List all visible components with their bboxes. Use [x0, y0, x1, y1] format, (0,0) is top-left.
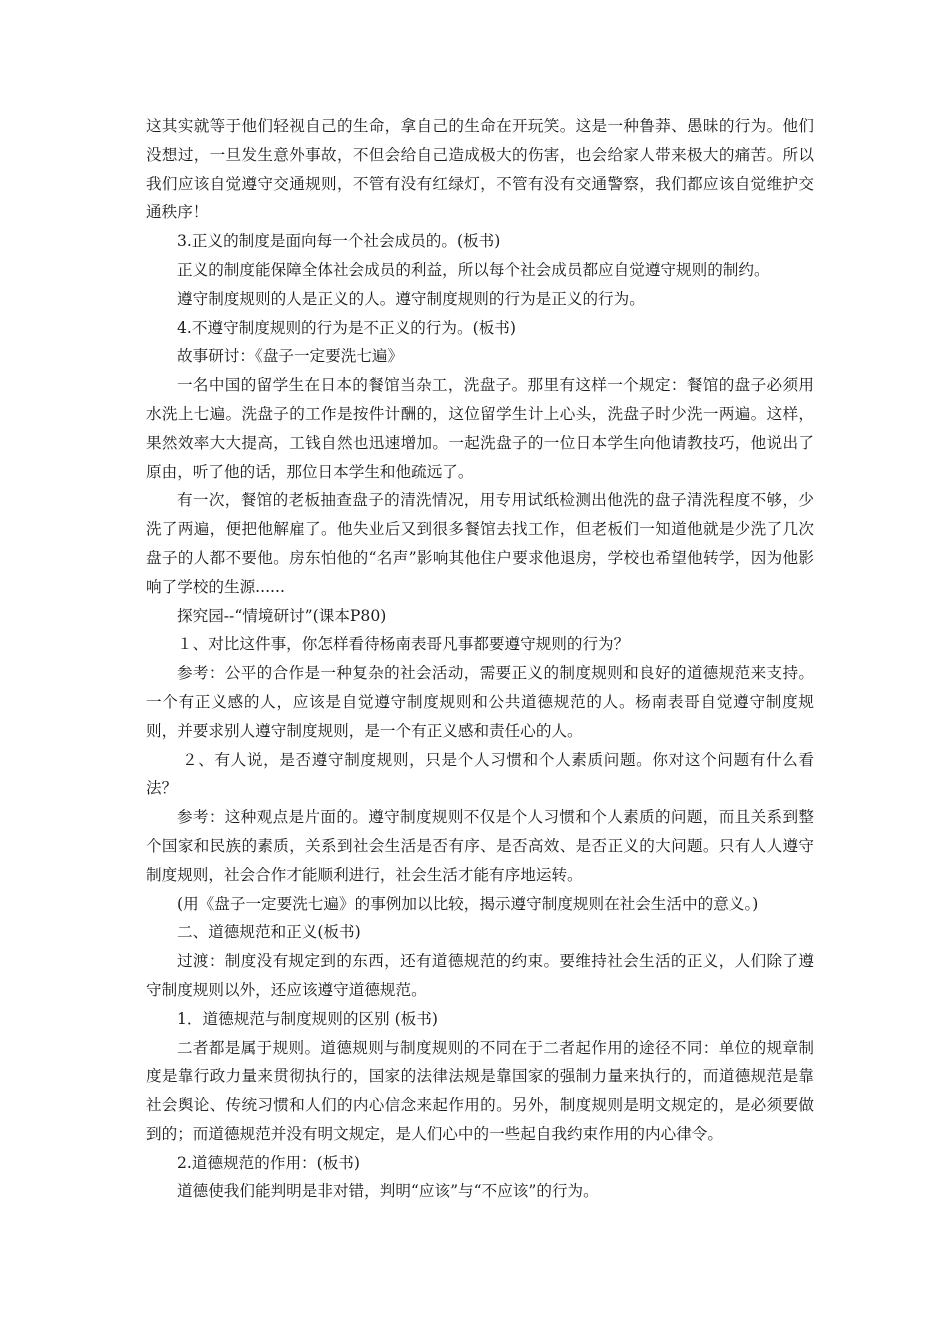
function-paragraph: 道德使我们能判明是非对错，判明“应该”与“不应该”的行为。	[177, 1182, 599, 1201]
paragraph-just-system: 正义的制度能保障全体社会成员的利益，所以每个社会成员都应自觉遵守规则的制约。	[177, 260, 770, 279]
exploration-heading: 探究园--“情境研讨”(课本P80)	[177, 606, 387, 625]
document-page	[146, 112, 814, 1206]
difference-paragraph: 二者都是属于规则。道德规则与制度规则的不同在于二者起作用的途径不同：单位的规章制度是靠行政力量来贯彻执行的，国家的法律法规是靠国家的强制力量来执行的，而道德规范是靠社会舆论、传统习惯和人们的内心信念来起作用的。另外，制度规则是明文规定的，是必须要做到的；而道德规范并没有明文规定，是人们心中的一些起自我约束作用的内心律令。	[146, 1038, 814, 1143]
story-paragraph-1: 一名中国的留学生在日本的餐馆当杂工，洗盘子。那里有这样一个规定：餐馆的盘子必须用水洗上七遍。洗盘子的工作是按件计酬的，这位留学生计上心头，洗盘子时少洗一两遍。这样，果然效率大大提高，工钱自然也迅速增加。一起洗盘子的一位日本学生向他请教技巧，他说出了原由，听了他的话，那位日本学生和他疏远了。	[146, 376, 814, 481]
paragraph-traffic-rules: 这其实就等于他们轻视自己的生命，拿自己的生命在开玩笑。这是一种鲁莽、愚昧的行为。他们没想过，一旦发生意外事故，不但会给自己造成极大的伤害，也会给家人带来极大的痛苦。所以我们应该自觉遵守交通规则，不管有没有红绿灯，不管有没有交通警察，我们都应该自觉维护交通秩序！	[146, 117, 814, 222]
heading-difference: 1．道德规范与制度规则的区别 (板书)	[177, 1009, 438, 1028]
story-paragraph-2: 有一次，餐馆的老板抽查盘子的清洗情况，用专用试纸检测出他洗的盘子清洗程度不够，少洗了两遍，便把他解雇了。他失业后又到很多餐馆去找工作，但老板们一知道他就是少洗了几次盘子的人都不要他。房东怕他的“名声”影响其他住户要求他退房，学校也希望他转学，因为他影响了学校的生源......	[146, 491, 814, 596]
question-2: ２、有人说，是否遵守制度规则，只是个人习惯和个人素质问题。你对这个问题有什么看法？	[146, 750, 814, 798]
question-1: １、对比这件事，你怎样看待杨南表哥凡事都要遵守规则的行为？	[177, 635, 630, 654]
section-heading-2: 二、道德规范和正义(板书)	[177, 923, 361, 942]
answer-2: 参考：这种观点是片面的。遵守制度规则不仅是个人习惯和个人素质的问题，而且关系到整个国家和民族的素质，关系到社会生活是否有序、是否高效、是否正义的大问题。只有人人遵守制度规则，社会合作才能顺利进行，社会生活才能有序地运转。	[146, 808, 814, 884]
answer-1: 参考：公平的合作是一种复杂的社会活动，需要正义的制度规则和良好的道德规范来支持。一个有正义感的人，应该是自觉遵守制度规则和公共道德规范的人。杨南表哥自觉遵守制度规则，并要求别人遵守制度规则，是一个有正义感和责任心的人。	[146, 664, 814, 740]
story-title: 故事研讨：《盘子一定要洗七遍》	[177, 347, 404, 366]
comparison-note: (用《盘子一定要洗七遍》的事例加以比较，揭示遵守制度规则在社会生活中的意义。)	[177, 894, 759, 913]
heading-point-4: 4.不遵守制度规则的行为是不正义的行为。(板书)	[177, 318, 516, 337]
heading-point-3: 3.正义的制度是面向每一个社会成员的。(板书)	[177, 232, 501, 251]
heading-function: 2.道德规范的作用：(板书)	[177, 1153, 360, 1172]
paragraph-just-person: 遵守制度规则的人是正义的人。遵守制度规则的行为是正义的行为。	[177, 289, 645, 308]
transition-paragraph: 过渡：制度没有规定到的东西，还有道德规范的约束。要维持社会生活的正义，人们除了遵守制度规则以外，还应该遵守道德规范。	[146, 952, 814, 999]
